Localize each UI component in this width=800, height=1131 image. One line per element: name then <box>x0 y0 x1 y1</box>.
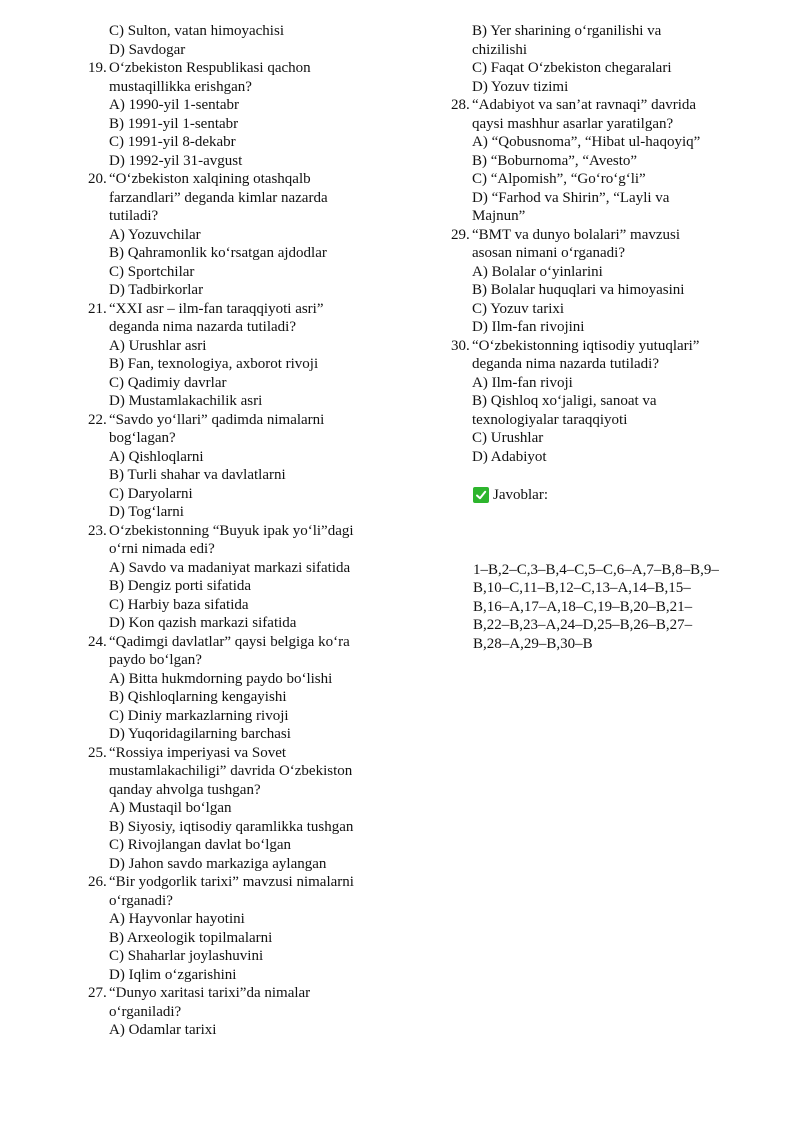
check-mark-icon <box>473 487 489 503</box>
question-line <box>88 170 388 189</box>
answer-option: D) Savdogar <box>109 41 186 58</box>
question-text: “Adabiyot va san’at ravnaqi” davrida <box>472 97 697 113</box>
answer-option: C) Sportchilar <box>109 263 195 280</box>
question-number: 19. <box>88 60 107 76</box>
question-text: “Bir yodgorlik tarixi” mavzusi nimalarni <box>109 874 354 890</box>
question-text-continued: qaysi mashhur asarlar yaratilgan? <box>472 115 674 132</box>
answer-option: A) Hayvonlar hayotini <box>109 911 245 927</box>
answer-option: B) 1991-yil 1-sentabr <box>109 115 239 132</box>
answer-option: B) Bolalar huquqlari va himoyasini <box>472 282 685 298</box>
answer-option: C) Rivojlangan davlat bo‘lgan <box>109 837 292 853</box>
answer-option: B) Yer sharining o‘rganilishi va <box>472 23 662 39</box>
question-text-continued: o‘rganadi? <box>109 892 173 909</box>
answer-key <box>451 561 751 654</box>
answer-option: C) Faqat O‘zbekiston chegaralari <box>472 60 672 76</box>
question-line <box>88 633 388 652</box>
answer-option: D) Jahon savdo markaziga aylangan <box>109 855 327 872</box>
question-number: 22. <box>88 411 107 428</box>
answer-key-line: 1–B,2–C,3–B,4–C,5–C,6–A,7–B,8–B,9– <box>473 561 719 578</box>
answers-title: Javoblar: <box>493 487 548 503</box>
answer-option: B) Qahramonlik ko‘rsatgan ajdodlar <box>109 245 327 261</box>
answers-header <box>451 486 751 505</box>
question-number: 21. <box>88 300 107 317</box>
question-number: 20. <box>88 171 107 187</box>
question-text-continued: deganda nima nazarda tutiladi? <box>109 319 296 335</box>
answer-option: D) Yuqoridagilarning barchasi <box>109 726 291 742</box>
answer-option: D) Mustamlakachilik asri <box>109 393 263 409</box>
answer-option: C) Sulton, vatan himoyachisi <box>109 23 284 39</box>
question-text: “O‘zbekiston xalqining otashqalb <box>109 171 311 187</box>
answer-option: A) Odamlar tarixi <box>109 1022 217 1038</box>
question-text-continued: farzandlari” deganda kimlar nazarda <box>109 189 328 206</box>
answer-option: A) Bolalar o‘yinlarini <box>472 263 603 280</box>
answer-key-line: B,16–A,17–A,18–C,19–B,20–B,21– <box>473 598 693 615</box>
answer-option: B) Siyosiy, iqtisodiy qaramlikka tushgan <box>109 818 354 835</box>
answer-option: C) 1991-yil 8-dekabr <box>109 134 236 150</box>
answer-option: C) “Alpomish”, “Go‘ro‘g‘li” <box>472 171 646 187</box>
answer-option: A) 1990-yil 1-sentabr <box>109 97 239 113</box>
answer-option: B) “Boburnoma”, “Avesto” <box>472 152 638 169</box>
answer-option: B) Qishloq xo‘jaligi, sanoat va <box>472 393 657 409</box>
answer-option: B) Fan, texnologiya, axborot rivoji <box>109 356 319 372</box>
answer-option: C) Harbiy baza sifatida <box>109 596 249 613</box>
question-text-continued: o‘rganiladi? <box>109 1003 182 1020</box>
answer-option: D) Adabiyot <box>472 448 547 465</box>
question-text-continued: mustamlakachiligi” davrida O‘zbekiston <box>109 763 353 779</box>
question-line <box>88 411 388 430</box>
question-line <box>88 984 388 1003</box>
answer-option: D) Iqlim o‘zgarishini <box>109 966 237 983</box>
question-text: O‘zbekistonning “Buyuk ipak yo‘li”dagi <box>109 522 354 539</box>
answer-option: C) Urushlar <box>472 430 544 446</box>
answer-option: C) Daryolarni <box>109 485 193 502</box>
answer-option: A) Bitta hukmdorning paydo bo‘lishi <box>109 670 333 687</box>
question-line <box>88 744 388 763</box>
answer-option: D) Kon qazish markazi sifatida <box>109 615 297 631</box>
question-number: 28. <box>451 97 470 113</box>
answer-option: D) 1992-yil 31-avgust <box>109 152 243 169</box>
question-line <box>88 873 388 892</box>
question-text-continued: mustaqillikka erishgan? <box>109 78 252 95</box>
answer-option: B) Qishloqlarning kengayishi <box>109 689 287 705</box>
answer-key-line: B,10–C,11–B,12–C,13–A,14–B,15– <box>473 580 691 596</box>
question-number: 25. <box>88 744 107 761</box>
question-number: 23. <box>88 522 107 539</box>
question-text: “O‘zbekistonning iqtisodiy yutuqlari” <box>472 337 700 354</box>
answer-option: B) Dengiz porti sifatida <box>109 578 252 594</box>
answer-option: Majnun” <box>472 208 526 224</box>
question-text-continued: bog‘lagan? <box>109 430 176 446</box>
question-text: “Dunyo xaritasi tarixi”da nimalar <box>109 985 311 1001</box>
answer-option: A) Qishloqlarni <box>109 448 204 465</box>
answer-option: A) Mustaqil bo‘lgan <box>109 800 232 816</box>
question-text: “BMT va dunyo bolalari” mavzusi <box>472 226 681 243</box>
answer-key-line: B,22–B,23–A,24–D,25–B,26–B,27– <box>473 617 693 633</box>
answer-option: A) Urushlar asri <box>109 337 207 354</box>
question-text-continued: paydo bo‘lgan? <box>109 652 202 668</box>
question-line <box>88 59 388 78</box>
answer-option: C) Diniy markazlarning rivoji <box>109 707 289 724</box>
answer-option: C) Shaharlar joylashuvini <box>109 948 264 964</box>
answer-option: A) Savdo va madaniyat markazi sifatida <box>109 559 351 576</box>
answer-option: B) Arxeologik topilmalarni <box>109 929 273 946</box>
answer-option: D) Ilm-fan rivojini <box>472 319 585 335</box>
answer-option: C) Qadimiy davrlar <box>109 374 227 391</box>
answer-option: D) Tog‘larni <box>109 504 184 520</box>
answer-option: D) Yozuv tizimi <box>472 78 569 95</box>
question-line <box>88 300 388 319</box>
question-line <box>451 226 751 245</box>
answer-option: A) Yozuvchilar <box>109 226 201 243</box>
right-questions <box>451 22 751 466</box>
question-number: 27. <box>88 985 107 1001</box>
question-text-continued: deganda nima nazarda tutiladi? <box>472 356 659 372</box>
question-text: “Qadimgi davlatlar” qaysi belgiga ko‘ra <box>109 633 350 650</box>
question-text-continued: asosan nimani o‘rganadi? <box>472 245 626 261</box>
answer-option: texnologiyalar taraqqiyoti <box>472 411 628 428</box>
question-number: 24. <box>88 633 107 650</box>
answer-option: C) Yozuv tarixi <box>472 300 565 317</box>
question-text-continued: o‘rni nimada edi? <box>109 541 215 557</box>
question-line <box>451 96 751 115</box>
question-line <box>88 522 388 541</box>
question-text: “Rossiya imperiyasi va Sovet <box>109 744 287 761</box>
answer-option: A) Ilm-fan rivoji <box>472 374 573 391</box>
answer-key-line: B,28–A,29–B,30–B <box>473 635 593 652</box>
question-text-continued: tutiladi? <box>109 208 159 224</box>
right-column <box>451 22 751 653</box>
answer-option: D) “Farhod va Shirin”, “Layli va <box>472 189 670 206</box>
question-number: 30. <box>451 337 470 354</box>
answer-option: A) “Qobusnoma”, “Hibat ul-haqoyiq” <box>472 134 701 150</box>
answer-option: B) Turli shahar va davlatlarni <box>109 467 286 483</box>
question-line <box>451 337 751 356</box>
question-number: 29. <box>451 226 470 243</box>
question-text: “Savdo yo‘llari” qadimda nimalarni <box>109 411 325 428</box>
question-text-continued: qanday ahvolga tushgan? <box>109 781 261 798</box>
left-column <box>88 22 388 1040</box>
answer-option: chizilishi <box>472 41 527 58</box>
question-text: “XXI asr – ilm-fan taraqqiyoti asri” <box>109 300 324 317</box>
question-text: O‘zbekiston Respublikasi qachon <box>109 60 311 76</box>
answer-option: D) Tadbirkorlar <box>109 282 204 298</box>
question-number: 26. <box>88 874 107 890</box>
